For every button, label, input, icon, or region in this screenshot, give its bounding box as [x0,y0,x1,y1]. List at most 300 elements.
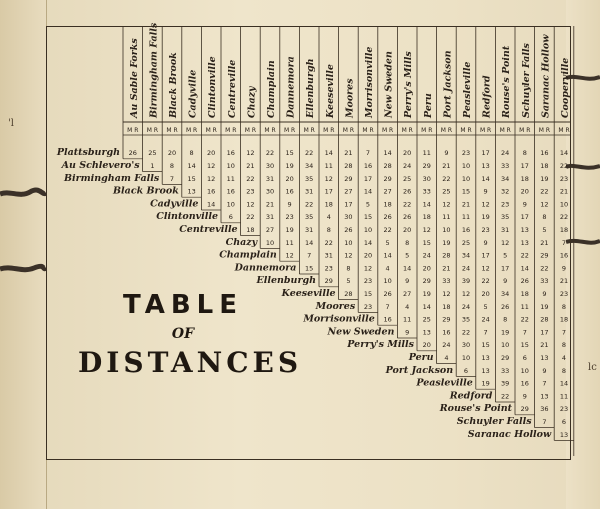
title-block [78,290,303,379]
distance-cell: 20 [403,149,412,158]
distance-cell: 33 [540,277,549,286]
distance-cell: 28 [344,290,353,299]
distance-cell: 23 [363,277,373,286]
column-header: Schuyler Falls [520,43,532,118]
distance-cell: 9 [542,366,547,375]
distance-cell: 11 [520,302,529,311]
distance-cell: 22 [246,174,255,183]
distance-cell: 14 [363,238,373,247]
distance-cell: 22 [481,277,490,286]
distance-cell: 13 [481,366,490,375]
row-label: Black Brook [113,185,179,197]
distance-cell: 7 [307,251,312,260]
distance-cell: 24 [461,302,471,311]
distance-cell: 30 [265,187,275,196]
distance-cell: 10 [501,341,510,350]
distance-cell: 34 [461,251,471,260]
distance-cell: 25 [422,315,431,324]
right-margin-mark: lc [588,362,597,373]
distance-cell: 19 [442,238,451,247]
distance-cell: 33 [501,366,510,375]
distance-cell: 19 [422,290,431,299]
distance-cell: 12 [442,290,451,299]
distance-cell: 10 [559,200,569,209]
distance-cell: 20 [207,149,216,158]
row-label: Cadyville [150,198,199,210]
distance-cell: 13 [422,328,431,337]
distance-cell: 7 [542,418,547,427]
column-header: Cadyville [187,69,199,118]
distance-cell: 34 [305,162,314,171]
distance-cell: 10 [363,226,373,235]
distance-cell: 30 [422,174,431,183]
distance-cell: 34 [501,174,510,183]
distance-cell: 13 [559,430,569,439]
distance-cell: 22 [501,392,510,401]
distance-cell: 11 [403,315,412,324]
distance-cell: 18 [422,213,431,222]
distance-cell: 15 [363,213,373,222]
distance-cell: 22 [442,174,451,183]
column-header: Centreville [226,59,238,118]
distance-cell: 31 [305,187,314,196]
unit-header: M R [538,127,551,134]
column-header: Au Sable Forks [128,38,140,118]
row-label: Birmingham Falls [63,172,160,184]
distance-cell: 9 [483,238,488,247]
distance-cell: 14 [363,187,373,196]
distance-cell: 7 [522,328,527,337]
distance-cell: 18 [383,200,392,209]
title-line-2: OF [171,326,195,342]
distance-cell: 35 [501,213,510,222]
distance-cell: 19 [540,302,549,311]
distance-cell: 23 [559,174,569,183]
distance-cell: 12 [442,200,451,209]
distance-cell: 22 [520,251,529,260]
distance-cell: 12 [207,162,216,171]
distance-cell: 9 [405,277,410,286]
column-header: Peru [422,93,434,118]
distance-cell: 31 [265,174,275,183]
distance-cell: 29 [442,315,451,324]
distance-cell: 10 [520,366,529,375]
left-margin-mark: 'l [8,118,14,129]
distance-cell: 17 [481,149,490,158]
distance-cell: 15 [422,238,431,247]
distance-cell: 29 [422,277,431,286]
distance-cell: 24 [461,264,471,273]
distance-cell: 16 [520,379,529,388]
distance-cell: 14 [520,264,529,273]
distance-cell: 26 [520,277,529,286]
distance-cell: 39 [461,277,471,286]
distance-cell: 14 [383,149,392,158]
distance-cell: 7 [483,328,488,337]
distance-cell: 9 [522,200,527,209]
distance-cell: 21 [344,149,353,158]
distance-cell: 6 [463,366,469,375]
distance-cell: 16 [540,149,549,158]
distance-cell: 17 [520,162,529,171]
row-label: Port Jackson [385,364,454,376]
distance-cell: 26 [344,226,353,235]
distance-cell: 9 [561,264,567,273]
distance-cell: 9 [405,328,410,337]
row-label: Keeseville [281,288,336,300]
distance-cell: 8 [189,149,194,158]
distance-cell: 35 [305,174,314,183]
row-label: New Sweden [327,326,395,338]
distance-cell: 29 [344,174,353,183]
distance-cell: 26 [128,149,137,158]
distance-cell: 4 [326,213,331,222]
distance-cell: 15 [285,149,294,158]
distance-cell: 9 [483,187,488,196]
distance-cell: 25 [403,174,412,183]
distance-cell: 12 [540,200,549,209]
unit-header: M R [342,127,355,134]
column-header: Cooperville [560,57,571,118]
distance-cell: 16 [226,187,235,196]
row-label: Chazy [225,236,258,248]
unit-header: M R [479,127,492,134]
unit-header: M R [401,127,413,134]
distance-cell: 7 [385,302,390,311]
distance-cell: 27 [383,187,392,196]
distance-cell: 22 [540,187,549,196]
distance-cell: 8 [346,264,351,273]
distance-cell: 8 [503,315,508,324]
distance-cell: 18 [520,290,529,299]
distance-cell: 29 [383,174,392,183]
distance-cell: 13 [520,226,529,235]
distance-cell: 5 [483,302,488,311]
unit-header: M R [323,127,335,134]
distance-cell: 17 [540,328,549,337]
unit-header: M R [264,127,276,134]
row-label: Champlain [219,249,277,261]
distance-cell: 32 [501,187,510,196]
distance-cell: 11 [422,149,431,158]
distance-cell: 16 [285,187,294,196]
distance-cell: 19 [285,226,294,235]
distance-cell: 19 [285,162,294,171]
distance-cell: 14 [559,149,569,158]
row-label: Ellenburgh [256,275,316,287]
distance-cell: 14 [559,379,569,388]
distance-cell: 22 [461,328,471,337]
distance-cell: 15 [187,174,196,183]
distance-cell: 20 [363,251,373,260]
distance-cell: 26 [383,213,392,222]
row-label: Dannemora [234,262,297,274]
distance-cell: 12 [481,200,490,209]
distance-cell: 13 [540,354,549,363]
distance-cell: 22 [305,149,314,158]
distance-cell: 17 [520,213,529,222]
distance-cell: 33 [501,162,510,171]
distance-cell: 21 [442,162,451,171]
distance-cell: 22 [246,213,255,222]
unit-header: M R [381,127,394,134]
row-label: Plattsburgh [56,147,120,159]
distance-cell: 24 [501,149,510,158]
distance-cell: 19 [501,328,510,337]
distance-cell: 23 [363,302,373,311]
distance-cell: 5 [385,238,390,247]
distance-cell: 11 [285,238,294,247]
column-header: Peasleville [462,61,473,118]
distance-cell: 11 [324,162,333,171]
row-label: Redford [449,390,493,402]
distance-cell: 33 [422,187,431,196]
distance-cell: 21 [246,162,255,171]
distance-cell: 26 [501,302,510,311]
column-header: Black Brook [168,52,179,118]
column-header: Saranac Hollow [540,34,552,118]
distance-cell: 21 [559,277,569,286]
unit-header: M R [440,127,453,134]
distance-cell: 5 [503,251,508,260]
distance-cell: 30 [344,213,353,222]
distance-cell: 16 [383,315,392,324]
distance-cell: 28 [383,162,392,171]
unit-header: M R [519,127,531,134]
distance-cell: 18 [540,162,549,171]
unit-header: M R [303,127,315,134]
column-header: Clintonville [207,56,219,118]
row-label: Morrisonville [303,313,375,325]
distance-cell: 22 [265,149,275,158]
column-header: New Sweden [383,51,395,118]
distance-cell: 30 [461,341,471,350]
distance-cell: 22 [559,213,569,222]
distance-cell: 34 [501,290,510,299]
distance-cell: 9 [503,277,508,286]
distance-cell: 8 [561,341,567,350]
distance-cell: 5 [365,200,371,209]
column-header: Redford [481,75,493,118]
distance-cell: 22 [403,200,412,209]
distance-cell: 17 [481,251,490,260]
distance-cell: 21 [461,200,471,209]
distance-cell: 10 [383,277,392,286]
distance-cell: 27 [265,226,275,235]
distance-cell: 14 [383,251,392,260]
distance-cell: 15 [363,290,373,299]
distance-cell: 7 [365,149,371,158]
distance-cell: 11 [442,213,451,222]
distance-cell: 13 [540,392,549,401]
distance-cell: 31 [305,226,314,235]
distance-cell: 17 [344,200,353,209]
distance-cell: 26 [383,290,392,299]
distance-cell: 14 [403,264,412,273]
unit-header: M R [558,127,570,134]
distance-cell: 28 [540,315,549,324]
distance-cell: 12 [422,226,431,235]
column-header: Keeseville [324,64,336,118]
distance-cell: 39 [501,379,510,388]
distance-cell: 18 [246,226,255,235]
distance-cell: 6 [561,418,567,427]
distance-cell: 1 [150,162,155,171]
distance-cell: 14 [422,200,431,209]
distance-cell: 6 [228,213,233,222]
unit-header: M R [205,127,217,134]
distance-cell: 21 [265,200,275,209]
distance-cell: 22 [540,264,549,273]
distance-cell: 16 [226,149,235,158]
distance-cell: 23 [559,290,569,299]
distance-cell: 25 [461,238,471,247]
distance-cell: 8 [405,238,410,247]
distance-cell: 20 [520,187,529,196]
row-label: Saranac Hollow [467,428,552,440]
distance-cell: 20 [422,341,431,350]
distance-cell: 20 [403,226,412,235]
distance-cell: 35 [461,315,471,324]
distance-cell: 14 [422,302,431,311]
distance-cell: 17 [324,187,333,196]
row-label: Rouse's Point [439,403,512,415]
column-header: Perry's Mills [403,51,415,118]
row-label: Clintonville [156,211,218,223]
distance-cell: 24 [403,162,412,171]
distance-cell: 4 [405,302,410,311]
distance-cell: 20 [422,264,431,273]
distance-cell: 10 [442,226,451,235]
distance-cell: 12 [501,238,510,247]
distance-cell: 16 [442,328,451,337]
row-label: Schuyler Falls [456,416,532,428]
distance-cell: 31 [501,226,510,235]
distance-cell: 10 [461,162,471,171]
distance-cell: 20 [167,149,177,158]
distance-cell: 31 [265,213,275,222]
distance-cell: 14 [324,149,333,158]
distance-cell: 36 [540,405,549,414]
distance-cell: 18 [442,302,451,311]
distance-cell: 15 [305,264,314,273]
distance-cell: 23 [559,405,569,414]
distance-cell: 23 [324,264,333,273]
distance-cell: 11 [461,213,471,222]
distance-cell: 12 [207,174,216,183]
distance-cell: 12 [461,290,471,299]
column-header: Ellenburgh [305,58,317,118]
distance-cell: 13 [187,187,196,196]
unit-header: M R [362,127,374,134]
row-label: Peru [408,352,434,364]
unit-header: M R [185,127,198,134]
row-label: Moores [315,300,356,312]
distance-cell: 11 [559,392,569,401]
distance-cell: 10 [461,174,471,183]
column-header: Port Jackson [442,50,454,118]
distance-cell: 22 [520,315,529,324]
distance-cell: 6 [522,354,527,363]
distance-cell: 12 [481,264,490,273]
distance-cell: 4 [385,264,390,273]
distance-cell: 8 [561,302,567,311]
distance-cell: 29 [540,251,549,260]
distance-cell: 28 [344,162,353,171]
distance-cell: 8 [169,162,175,171]
row-label: Peasleville [416,377,473,389]
distance-cell: 14 [481,174,490,183]
column-header: Moores [344,78,356,118]
distance-cell: 10 [226,200,235,209]
distance-cell: 18 [520,174,529,183]
distance-cell: 8 [542,213,547,222]
distance-cell: 24 [422,251,431,260]
distance-cell: 8 [522,149,527,158]
distance-cell: 17 [363,174,373,183]
column-header: Dannemora [285,56,297,118]
row-label: Au Schlevero's [61,160,140,172]
distance-cell: 29 [501,354,510,363]
distance-cell: 7 [542,379,547,388]
distance-cell: 16 [207,187,216,196]
distance-cell: 28 [442,251,451,260]
unit-header: M R [127,127,139,134]
unit-header: M R [244,127,257,134]
distance-cell: 30 [265,162,275,171]
distance-cell: 10 [226,162,235,171]
distance-cell: 14 [207,200,216,209]
unit-header: M R [166,127,178,134]
distance-cell: 15 [461,187,471,196]
distance-cell: 21 [540,238,549,247]
distance-cell: 29 [520,405,529,414]
distance-cell: 9 [444,149,449,158]
unit-header: M R [146,127,159,134]
distance-cell: 14 [187,162,196,171]
distance-cell: 5 [346,277,351,286]
distance-cell: 9 [542,290,547,299]
distance-cell: 23 [285,213,294,222]
distance-cell: 24 [442,341,451,350]
distance-cell: 12 [344,251,353,260]
distance-cell: 8 [326,226,331,235]
distance-cell: 29 [324,277,333,286]
distance-cell: 23 [481,226,490,235]
distance-cell: 11 [226,174,235,183]
distance-cell: 23 [246,187,255,196]
column-header: Birmingham Falls [148,22,160,118]
distance-cell: 12 [324,174,333,183]
unit-header: M R [225,127,237,134]
distance-cell: 13 [520,238,529,247]
distance-cell: 20 [285,174,294,183]
unit-header: M R [499,127,511,134]
column-header: Chazy [246,86,258,118]
column-header: Rouse's Point [501,45,513,118]
distance-cell: 33 [442,277,451,286]
distance-cell: 21 [559,187,569,196]
distance-cell: 13 [481,354,490,363]
distance-cell: 7 [561,328,567,337]
distance-cell: 5 [405,251,410,260]
distance-cell: 24 [481,315,490,324]
distance-cell: 9 [522,392,527,401]
distance-cell: 26 [403,187,412,196]
distance-cell: 13 [481,162,490,171]
distance-cell: 20 [481,290,490,299]
distance-cell: 18 [559,226,569,235]
